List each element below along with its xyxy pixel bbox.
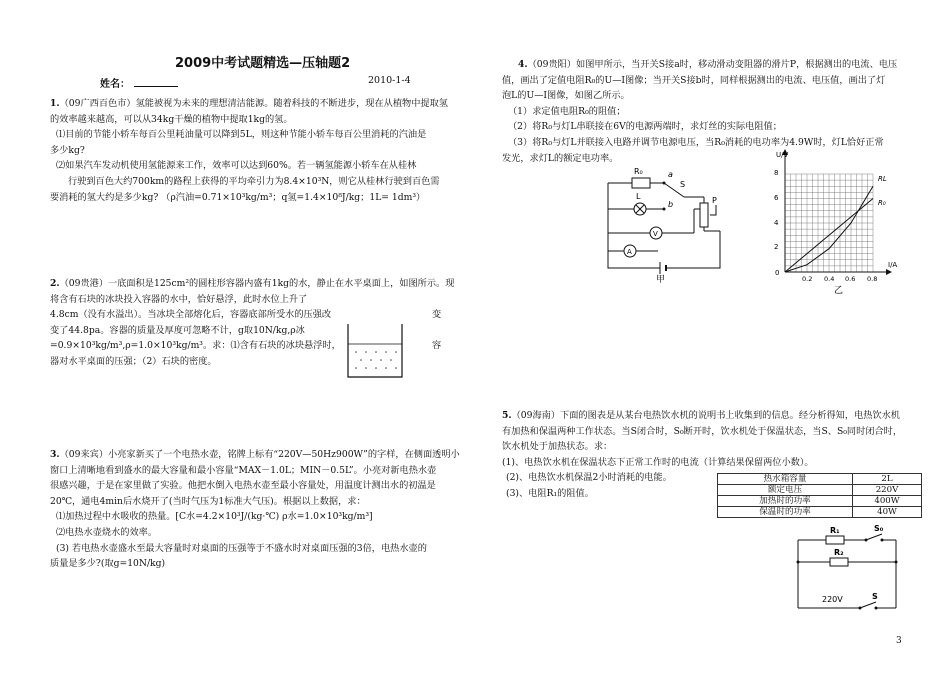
table-cell: 保温时的功率 [718,507,853,518]
table-row [718,496,922,507]
question-number: 3. [50,449,60,460]
question-text: ⑵如果汽车发动机使用氢能源来工作，效率可以达到60%。若一辆氢能源小轿车在从桂林 [56,160,417,172]
question-text: ⑴加热过程中水吸收的热量。[C水=4.2×10³J/(kg·℃) ρ水=1.0×10³kg/m³] [56,511,373,523]
table-row [718,485,922,496]
lamp-label: L [636,192,641,201]
y-tick-label: 6 [774,194,779,202]
figure-caption-yi: 乙 [834,286,844,295]
table-row [718,474,922,485]
question-text: (2)、电热饮水机保温2小时消耗的电能。 [506,472,672,484]
question-text: 发光，求灯L的额定电功率。 [502,152,619,164]
name-blank[interactable] [134,86,178,87]
x-tick-label: 0.4 [824,275,835,283]
question-text: (3)、电阻R₁的阻值。 [506,487,594,499]
question-text: 饮水机处于加热状态。求： [502,441,613,453]
question-2-right-2: 容 [432,340,442,351]
question-number: 5. [502,410,512,421]
name-label: 姓名： [100,79,130,90]
table-row [718,507,922,518]
question-text: ⑴目前的节能小轿车每百公里耗油量可以降到5L，则这种节能小轿车每百公里消耗的汽油是 [56,129,427,141]
question-text: =0.9×10³kg/m³,ρ=1.0×10³kg/m³。求：⑴含有石块的冰块悬浮时， [50,340,341,352]
question-number: 2. [50,278,60,289]
container-figure [344,322,408,380]
question-text: 行驶到百色大约700km的路程上获得的平均牵引力为8.4×10³N，则它从桂林行驶到百色需 [68,175,440,187]
table-cell: 2L [853,474,922,485]
figure-caption-jia: 甲 [656,275,666,283]
table-cell: 热水箱容量 [718,474,853,485]
dispenser-circuit [790,522,905,617]
question-text: 很感兴趣，于是在家里做了实验。他把水倒入电热水壶至最小容量处，用温度计测出水的初温是 [50,480,436,492]
question-text: 泡L的U—I图像，如图乙所示。 [502,90,630,102]
page-title: 2009中考试题精选—压轴题2 [175,56,351,71]
y-tick-label: 4 [774,219,779,227]
r2-label: R₂ [834,548,844,557]
spec-table [717,473,922,518]
question-text: 变了44.8pa。容器的质量及厚度可忽略不计，g取10N/kg,ρ冰 [50,324,305,336]
question-text: 值，画出了定值电阻R₀的U—I图像；当开关S接b时，同样根据测出的电流、电压值，画出了灯 [502,74,886,86]
ammeter-label: A [627,248,632,256]
question-text: （09贵阳）如图甲所示，当开关S接a时，移动滑动变阻器的滑片P，根据测出的电流、电压 [527,59,898,70]
y-tick-label: 8 [774,169,779,177]
table-cell: 40W [853,507,922,518]
x-tick-label: 0.8 [867,275,878,283]
question-text: 要消耗的氢大约是多少kg? （ρ汽油=0.71×10³kg/m³；q氢=1.4×10⁸J/kg；1L= 1dm³） [50,191,426,203]
page-number: 3 [896,636,902,646]
question-text: （3）将R₀与灯L并联接入电路并调节电源电压，当R₀消耗的电功率为4.9W时，灯L恰好正常 [508,136,884,148]
series-r0-label: R₀ [878,199,886,207]
r1-label: R₁ [830,526,840,535]
question-text: 窗口上清晰地看到盛水的最大容量和最小容量“MAX－1.0L；MIN－0.5L”。小亮对新电热水壶 [50,464,437,476]
terminal-b-label: b [668,200,674,209]
table-cell: 加热时的功率 [718,496,853,507]
question-text: (1)、电热饮水机在保温状态下正常工作时的电流（计算结果保留两位小数）。 [502,456,814,468]
y-axis-label: U/V [776,151,789,159]
voltage-label: 220V [822,595,843,604]
s-label: S [872,592,878,601]
y-tick-label: 2 [774,243,779,251]
question-1 [50,96,460,205]
question-text: （09海南）下面的图表是从某台电热饮水机的说明书上收集到的信息。经分析得知，电热饮水机 [511,410,900,421]
question-text: （09广西百色市）氢能被视为未来的理想清洁能源。随着科技的不断进步，现在从植物中提取氢 [59,98,448,109]
u-i-graph [760,145,910,295]
question-2-right-1: 变 [432,309,442,320]
graph-grid [785,174,873,272]
question-text: 将含有石块的冰块投入容器的水中，恰好悬浮，此时水位上升了 [50,293,308,305]
y-tick-label: 0 [775,269,780,277]
switch-label: S [680,180,686,189]
question-text: 4.8cm（没有水溢出）。当冰块全部熔化后，容器底部所受水的压强改 [50,309,332,321]
x-tick-label: 0.2 [802,275,813,283]
question-text: 器对水平桌面的压强；（2）石块的密度。 [50,355,217,367]
circuit-diagram-jia [598,163,728,283]
question-text: (3) 若电热水壶盛水至最大容量时对桌面的压强等于不盛水时对桌面压强的3倍，电热水壶的 [56,542,427,554]
table-cell: 400W [853,496,922,507]
name-field [100,75,178,90]
voltmeter-label: V [653,230,658,238]
x-axis-label: I/A [888,261,898,269]
question-3 [50,447,464,572]
question-text: 多少kg? [50,144,85,156]
question-text: （09来宾）小亮家新买了一个电热水壶，铭牌上标有“220V—50Hz900W”的字样，在侧面透明小 [59,449,460,460]
r0-label: R₀ [634,167,643,176]
table-cell: 额定电压 [718,485,853,496]
x-tick-label: 0.6 [845,275,856,283]
table-cell: 220V [853,485,922,496]
question-number: 1. [50,98,60,109]
question-text: 的效率越来越高，可以从34kg干燥的植物中提取1kg的氢。 [50,113,293,125]
question-text: （2）将R₀与灯L串联接在6V的电源两端时，求灯丝的实际电阻值； [508,121,782,133]
question-text: （09贵港）一底面积是125cm²的圆柱形容器内盛有1kg的水，静止在水平桌面上，如图所示。现 [59,278,455,289]
question-text: 质量是多少?(取g=10N/kg) [50,558,166,570]
s0-label: S₀ [874,524,884,533]
question-text: ⑵电热水壶烧水的效率。 [56,526,158,538]
date-label: 2010-1-4 [368,75,411,86]
question-text: 20℃，通电4min后水烧开了(当时气压为1标准大气压)。根据以上数据，求： [50,495,366,507]
terminal-a-label: a [668,170,673,179]
question-number: 4. [518,59,528,70]
series-rl-label: RL [878,175,887,183]
question-text: 有加热和保温两种工作状态。当S闭合时，S₀断开时，饮水机处于保温状态，当S、S₀同时闭合时， [502,425,903,437]
question-text: （1）求定值电阻R₀的阻值； [508,105,626,117]
slider-label: P [712,196,717,205]
